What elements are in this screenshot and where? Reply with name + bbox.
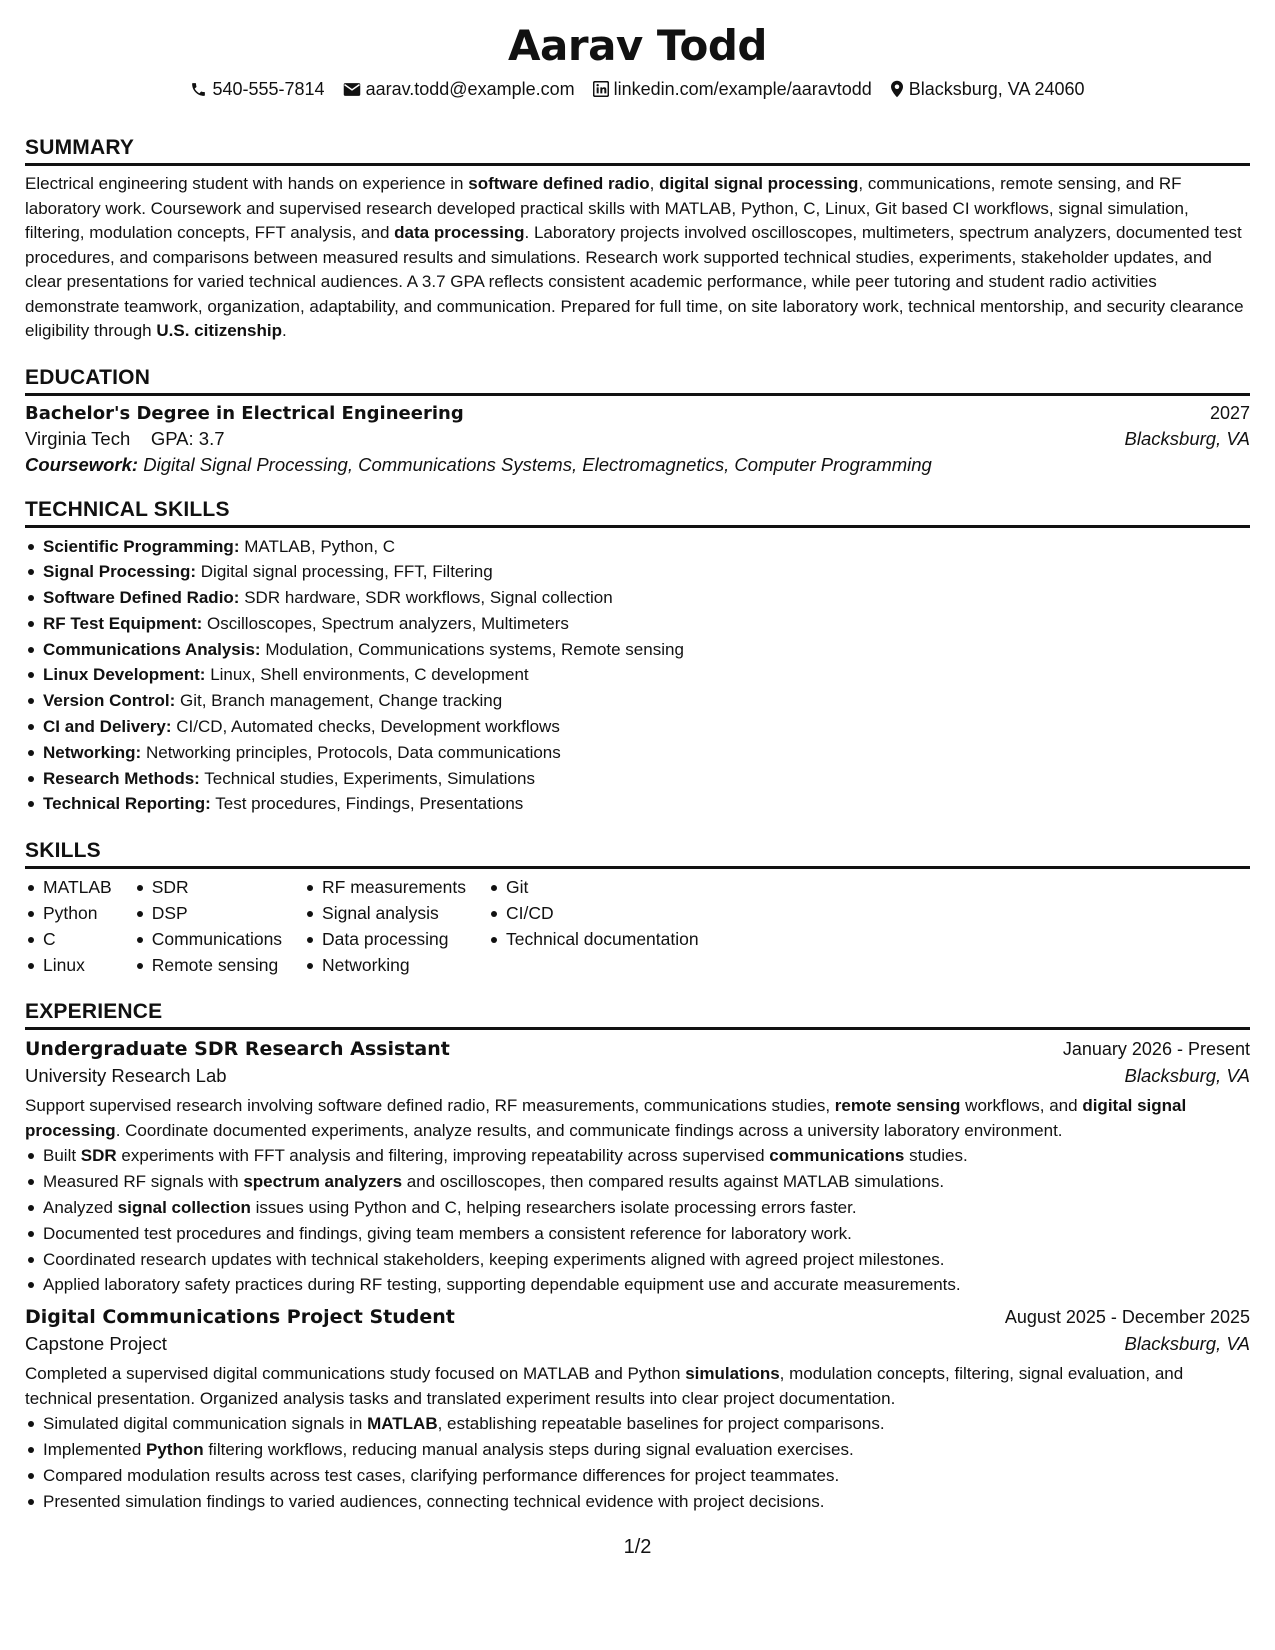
technical-skill-item [25, 662, 1250, 688]
job-location: Blacksburg, VA [1124, 1065, 1250, 1087]
emphasis-text: spectrum analyzers [243, 1172, 403, 1192]
technical-skill-item [25, 534, 1250, 560]
text-run: , [649, 174, 660, 193]
technical-skill-item [25, 766, 1250, 792]
job-bullet [25, 1221, 1250, 1247]
text-run: , communications, remote sensing, and RF laboratory work. Coursework and supervised research developed practical skills with MATLAB, Python, C, Linux, Git based CI workflows, signal simulation, filtering, modulation concepts, FFT analysis, and [25, 174, 1189, 242]
skill-values: Modulation, Communications systems, Remote sensing [265, 639, 684, 659]
technical-skill-item [25, 791, 1250, 817]
envelope-icon [343, 82, 361, 97]
skill-category: Networking: [43, 742, 142, 762]
text-run: Measured RF signals with [43, 1172, 244, 1192]
emphasis-text: digital signal processing [659, 174, 859, 193]
text-run: studies. [904, 1146, 968, 1166]
job-title: Digital Communications Project Student [25, 1306, 455, 1329]
skill-values: Test procedures, Findings, Presentations [215, 794, 524, 814]
skill-category: Communications Analysis: [43, 639, 261, 659]
skill-values: Git, Branch management, Change tracking [179, 691, 503, 711]
phone-number: 540-555-7814 [212, 78, 325, 99]
section-title-education: EDUCATION [25, 358, 1250, 396]
skill-category: Research Methods: [43, 768, 200, 788]
skill-category: CI and Delivery: [43, 717, 172, 737]
text-run: issues using Python and C, helping researchers isolate processing errors faster. [250, 1198, 857, 1218]
coursework-list: Digital Signal Processing, Communications Systems, Electromagnetics, Computer Programming [143, 453, 932, 475]
skill-item: Data processing [304, 927, 466, 953]
summary-section [25, 128, 1250, 344]
skill-item: Signal analysis [304, 901, 466, 927]
emphasis-text: software defined radio [468, 174, 650, 193]
technical-skills-list [25, 534, 1250, 818]
text-run: Electrical engineering student with hands on experience in [25, 174, 469, 193]
text-run: Simulated digital communication signals in [43, 1414, 368, 1434]
text-run: , modulation concepts, filtering, signal evaluation, and technical presentation. Organized analysis tasks and translated experiment results into clear project documentation. [25, 1364, 1184, 1408]
job-title: Undergraduate SDR Research Assistant [25, 1038, 450, 1061]
emphasis-text: data processing [394, 223, 525, 242]
text-run: workflows, and [960, 1096, 1083, 1116]
job-bullet [25, 1411, 1250, 1437]
job-bullet [25, 1247, 1250, 1273]
page-number: 1/2 [623, 1536, 652, 1558]
linkedin-link[interactable]: linkedin.com/example/aaravtodd [613, 78, 872, 99]
school-name: Virginia Tech [25, 427, 131, 449]
job-organization: Capstone Project [25, 1333, 167, 1355]
text-run: Built [43, 1146, 81, 1166]
skill-item: Linux [25, 953, 112, 979]
job-entry [25, 1038, 1250, 1298]
job-subheader [25, 1333, 1250, 1355]
technical-skill-item [25, 714, 1250, 740]
job-subheader [25, 1065, 1250, 1087]
emphasis-text: U.S. citizenship [156, 321, 282, 340]
map-pin-icon [890, 80, 904, 98]
job-dates: January 2026 - Present [1062, 1039, 1250, 1060]
job-bullet [25, 1195, 1250, 1221]
job-entry [25, 1306, 1250, 1514]
technical-skill-item [25, 688, 1250, 714]
location-text: Blacksburg, VA 24060 [908, 78, 1085, 99]
text-run: Completed a supervised digital communications study focused on MATLAB and Python [25, 1364, 686, 1384]
school-info [25, 428, 225, 450]
job-bullets [25, 1143, 1250, 1298]
text-run: Support supervised research involving software defined radio, RF measurements, communications studies, [25, 1096, 835, 1116]
skill-item: Python [25, 901, 112, 927]
job-bullet [25, 1489, 1250, 1515]
job-bullet [25, 1143, 1250, 1169]
skill-category: Technical Reporting: [43, 794, 211, 814]
gpa: GPA: 3.7 [150, 427, 225, 449]
skill-category: Version Control: [43, 691, 176, 711]
text-run: and oscilloscopes, then compared results against MATLAB simulations. [402, 1172, 945, 1192]
resume-page [25, 18, 1250, 1632]
skill-values: Oscilloscopes, Spectrum analyzers, Multimeters [207, 613, 569, 633]
skill-values: Linux, Shell environments, C development [210, 665, 529, 685]
contact-location [890, 79, 1085, 100]
skills-column [488, 875, 699, 978]
text-run: , establishing repeatable baselines for project comparisons. [437, 1414, 885, 1434]
text-run: . Laboratory projects involved oscilloscopes, multimeters, spectrum analyzers, documented test procedures, and comparisons between measured results and simulations. Research work supported technical studies, experiments, stakeholder updates, and clear presentations for varied technical audiences. A 3.7 GPA reflects consistent academic performance, while peer tutoring and student radio activities demonstrate teamwork, organization, adaptability, and communication. Prepared for full time, on site laboratory work, technical mentorship, and security clearance eligibility through [25, 223, 1244, 340]
skill-item: SDR [134, 875, 282, 901]
emphasis-text: MATLAB [367, 1414, 438, 1434]
skill-values: Technical studies, Experiments, Simulations [204, 768, 535, 788]
skill-item: MATLAB [25, 875, 112, 901]
candidate-name: Aarav Todd [508, 21, 767, 70]
skill-item: Remote sensing [134, 953, 282, 979]
text-run: Analyzed [43, 1198, 118, 1218]
skill-values: Digital signal processing, FFT, Filtering [200, 562, 493, 582]
skill-item: Communications [134, 927, 282, 953]
skill-category: RF Test Equipment: [43, 613, 203, 633]
text-run: . Coordinate documented experiments, analyze results, and communicate findings across a university laboratory environment. [115, 1120, 1063, 1140]
phone-icon [190, 81, 207, 98]
education-row-degree [25, 403, 1250, 424]
emphasis-text: signal collection [117, 1198, 251, 1218]
section-title-technical-skills: TECHNICAL SKILLS [25, 490, 1250, 528]
text-run: . [282, 321, 287, 340]
linkedin-icon [593, 81, 609, 97]
emphasis-text: Python [146, 1440, 204, 1460]
experience-list [25, 1038, 1250, 1514]
skills-column [304, 875, 466, 978]
job-bullets [25, 1411, 1250, 1514]
graduation-year: 2027 [1209, 402, 1250, 423]
text-run: Coordinated research updates with technical stakeholders, keeping experiments aligned with agreed project milestones. [43, 1249, 945, 1269]
coursework-line [25, 454, 1250, 476]
emphasis-text: communications [769, 1146, 905, 1166]
technical-skill-item [25, 611, 1250, 637]
technical-skill-item [25, 637, 1250, 663]
job-location: Blacksburg, VA [1124, 1333, 1250, 1355]
text-run: Implemented [43, 1440, 146, 1460]
education-section [25, 358, 1250, 476]
contact-linkedin[interactable] [593, 79, 872, 100]
job-dates: August 2025 - December 2025 [1004, 1307, 1250, 1328]
job-header [25, 1038, 1250, 1060]
text-run: Presented simulation findings to varied audiences, connecting technical evidence with project decisions. [43, 1491, 825, 1511]
emphasis-text: simulations [685, 1364, 780, 1384]
contact-phone [190, 79, 324, 100]
skill-item: DSP [134, 901, 282, 927]
job-bullet [25, 1272, 1250, 1298]
skill-values: MATLAB, Python, C [244, 536, 396, 556]
job-organization: University Research Lab [25, 1065, 227, 1087]
skill-category: Linux Development: [43, 665, 206, 685]
emphasis-text: remote sensing [834, 1096, 961, 1116]
technical-skill-item [25, 585, 1250, 611]
school-location: Blacksburg, VA [1124, 427, 1250, 449]
skill-item: Git [488, 875, 699, 901]
job-header [25, 1306, 1250, 1328]
contact-bar [25, 76, 1250, 102]
technical-skill-item [25, 740, 1250, 766]
skill-item: RF measurements [304, 875, 466, 901]
skill-item: C [25, 927, 112, 953]
skill-category: Scientific Programming: [43, 536, 240, 556]
emphasis-text: digital signal processing [25, 1096, 1187, 1140]
section-title-experience: EXPERIENCE [25, 992, 1250, 1030]
skills-column [134, 875, 282, 978]
email-link[interactable]: aarav.todd@example.com [365, 78, 575, 99]
degree-title: Bachelor's Degree in Electrical Engineering [25, 402, 464, 424]
section-title-skills: SKILLS [25, 831, 1250, 869]
skill-item: Networking [304, 953, 466, 979]
text-run: Documented test procedures and findings, giving team members a consistent reference for laboratory work. [43, 1223, 852, 1243]
skill-category: Signal Processing: [43, 562, 197, 582]
skills-grid [25, 875, 1250, 978]
job-summary [25, 1094, 1250, 1143]
coursework-label: Coursework: [25, 453, 139, 475]
job-bullet [25, 1463, 1250, 1489]
skill-item: CI/CD [488, 901, 699, 927]
experience-section [25, 992, 1250, 1514]
section-title-summary: SUMMARY [25, 128, 1250, 166]
skills-column [25, 875, 112, 978]
job-summary [25, 1362, 1250, 1411]
education-row-school [25, 428, 1250, 450]
job-bullet [25, 1169, 1250, 1195]
text-run: experiments with FFT analysis and filtering, improving repeatability across supervised [116, 1146, 770, 1166]
technical-skills-section [25, 490, 1250, 818]
job-bullet [25, 1437, 1250, 1463]
contact-email[interactable] [343, 79, 575, 100]
skill-item: Technical documentation [488, 927, 699, 953]
technical-skill-item [25, 559, 1250, 585]
skill-values: Networking principles, Protocols, Data communications [145, 742, 561, 762]
text-run: filtering workflows, reducing manual analysis steps during signal evaluation exercises. [203, 1440, 854, 1460]
skill-category: Software Defined Radio: [43, 588, 240, 608]
skill-values: CI/CD, Automated checks, Development workflows [176, 717, 560, 737]
skills-section [25, 831, 1250, 978]
emphasis-text: SDR [80, 1146, 117, 1166]
summary-paragraph [25, 172, 1250, 344]
text-run: Applied laboratory safety practices during RF testing, supporting dependable equipment use and accurate measurements. [43, 1275, 961, 1295]
text-run: Compared modulation results across test cases, clarifying performance differences for project teammates. [43, 1465, 840, 1485]
skill-values: SDR hardware, SDR workflows, Signal collection [244, 588, 613, 608]
